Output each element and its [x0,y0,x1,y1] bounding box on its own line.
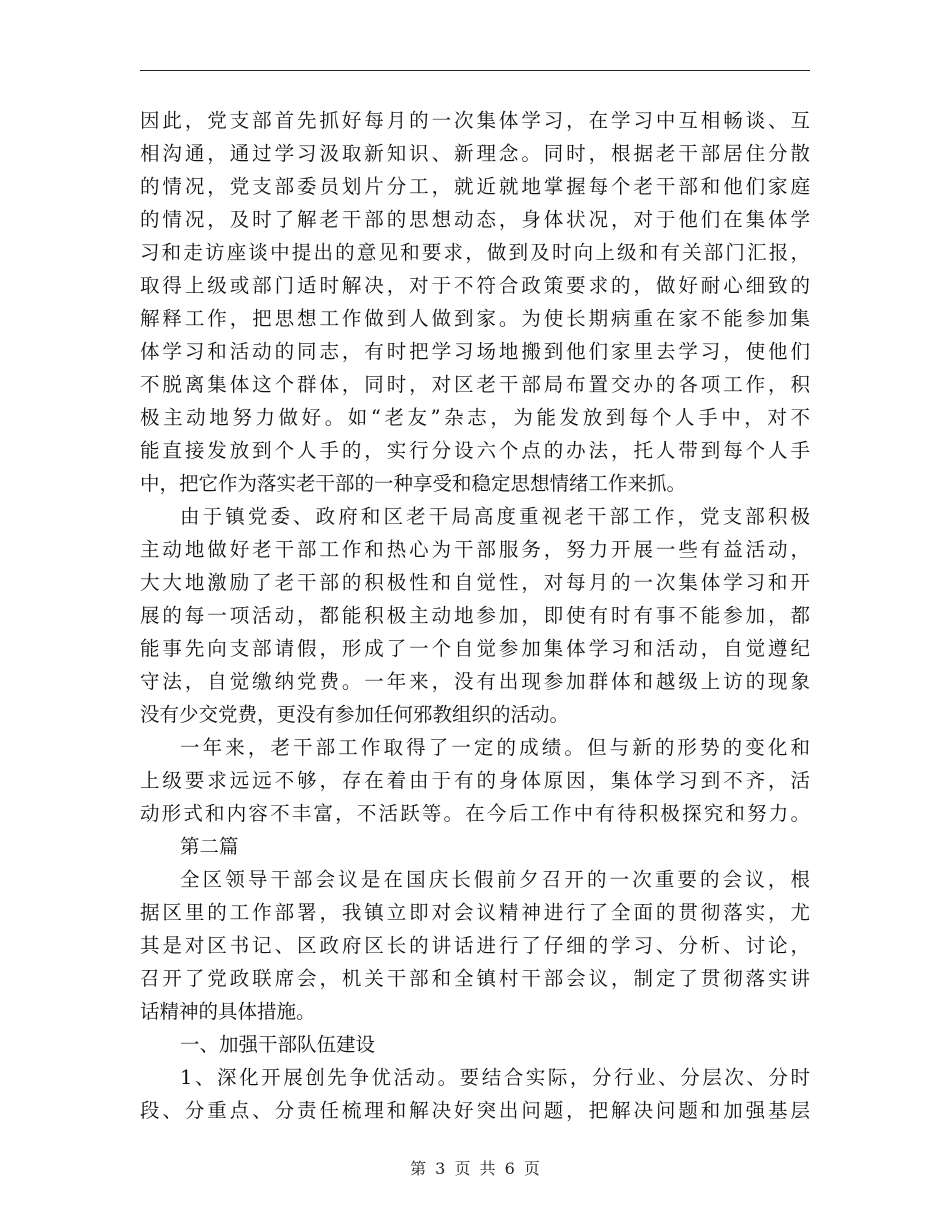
text-line: 动形式和内容不丰富，不活跃等。在今后工作中有待积极探究和努力。 [140,802,810,825]
text-line: 其是对区书记、区政府区长的讲话进行了仔细的学习、分析、讨论， [140,934,810,957]
text-line: 习和走访座谈中提出的意见和要求，做到及时向上级和有关部门汇报， [140,241,810,264]
text-line: 段、分重点、分责任梳理和解决好突出问题，把解决问题和加强基层 [140,1099,810,1122]
subsection-heading: 一、加强干部队伍建设 [180,1033,376,1056]
page-footer: 第 3 页 共 6 页 [410,1159,540,1178]
paragraph-first-line: 1、深化开展创先争优活动。要结合实际，分行业、分层次、分时 [180,1066,810,1089]
text-line: 的情况，及时了解老干部的思想动态，身体状况，对于他们在集体学 [140,208,810,231]
text-line: 据区里的工作部署，我镇立即对会议精神进行了全面的贯彻落实，尤 [140,901,810,924]
text-line: 体学习和活动的同志，有时把学习场地搬到他们家里去学习，使他们 [140,340,810,363]
text-line: 能直接发放到个人手的，实行分设六个点的办法，托人带到每个人手 [140,439,810,462]
paragraph-first-line: 全区领导干部会议是在国庆长假前夕召开的一次重要的会议，根 [180,868,810,891]
text-line: 取得上级或部门适时解决，对于不符合政策要求的，做好耐心细致的 [140,274,810,297]
section-heading: 第二篇 [180,835,239,858]
text-line: 召开了党政联席会，机关干部和全镇村干部会议，制定了贯彻落实讲 [140,967,810,990]
text-line: 中，把它作为落实老干部的一种享受和稳定思想情绪工作来抓。 [140,472,687,495]
text-line: 能事先向支部请假，形成了一个自觉参加集体学习和活动，自觉遵纪 [140,637,810,660]
paragraph-first-line: 一年来，老干部工作取得了一定的成绩。但与新的形势的变化和 [180,736,810,759]
body-text [140,104,810,1127]
text-line: 大大地激励了老干部的积极性和自觉性，对每月的一次集体学习和开 [140,571,810,594]
text-line: 上级要求远远不够，存在着由于有的身体原因，集体学习到不齐，活 [140,769,810,792]
text-line: 话精神的具体措施。 [140,1000,316,1023]
text-line: 的情况，党支部委员划片分工，就近就地掌握每个老干部和他们家庭 [140,175,810,198]
text-line: 主动地做好老干部工作和热心为干部服务，努力开展一些有益活动， [140,538,810,561]
header-rule [140,70,810,71]
text-line: 守法，自觉缴纳党费。一年来，没有出现参加群体和越级上访的现象 [140,670,810,693]
text-line: 解释工作，把思想工作做到人做到家。为使长期病重在家不能参加集 [140,307,810,330]
text-line: 因此，党支部首先抓好每月的一次集体学习，在学习中互相畅谈、互 [140,109,810,132]
text-line: 极主动地努力做好。如“老友”杂志，为能发放到每个人手中，对不 [140,406,810,429]
text-line: 没有少交党费，更没有参加任何邪教组织的活动。 [140,703,570,726]
text-line: 不脱离集体这个群体，同时，对区老干部局布置交办的各项工作，积 [140,373,810,396]
text-line: 展的每一项活动，都能积极主动地参加，即使有时有事不能参加，都 [140,604,810,627]
paragraph-first-line: 由于镇党委、政府和区老干局高度重视老干部工作，党支部积极 [180,505,810,528]
text-line: 相沟通，通过学习汲取新知识、新理念。同时，根据老干部居住分散 [140,142,810,165]
